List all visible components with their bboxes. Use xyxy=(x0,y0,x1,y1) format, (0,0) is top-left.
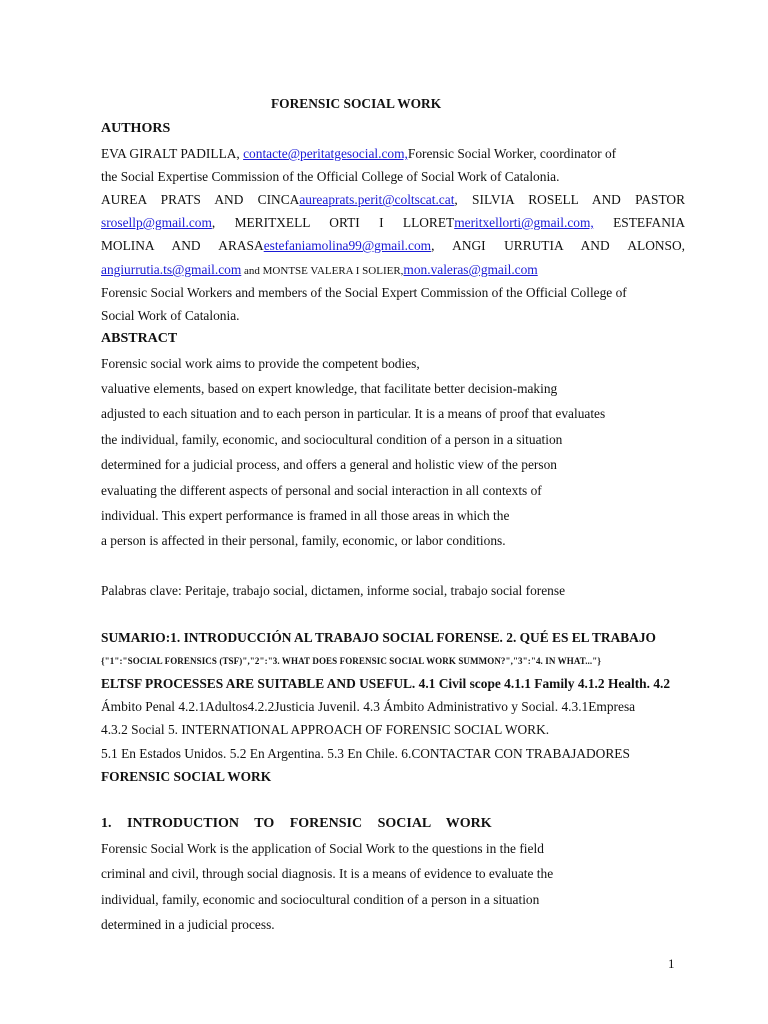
author-line-4 xyxy=(101,214,685,232)
section-body-line: individual, family, economic and sociocultural condition of a person in a situation xyxy=(101,892,540,907)
author-line-2: the Social Expertise Commission of the Official College of Social Work of Catalonia. xyxy=(101,169,560,184)
document-title: FORENSIC SOCIAL WORK xyxy=(271,96,442,111)
keywords: Palabras clave: Peritaje, trabajo social, dictamen, informe social, trabajo social forense xyxy=(101,583,566,598)
summary-line: 4.3.2 Social 5. INTERNATIONAL APPROACH OF FORENSIC SOCIAL WORK. xyxy=(101,722,550,737)
summary-line: FORENSIC SOCIAL WORK xyxy=(101,769,272,784)
author-name: AUREA PRATS AND CINCA xyxy=(101,192,300,207)
section-heading: 1. INTRODUCTION TO FORENSIC SOCIAL WORK xyxy=(101,816,492,831)
abstract-line: individual. This expert performance is framed in all those areas in which the xyxy=(101,508,510,523)
summary-line: SUMARIO:1. INTRODUCCIÓN AL TRABAJO SOCIAL FORENSE. 2. QUÉ ES EL TRABAJO xyxy=(101,630,656,645)
abstract-heading: ABSTRACT xyxy=(101,331,178,346)
page-number: 1 xyxy=(668,956,675,971)
author-email-link[interactable]: srosellp@gmail.com xyxy=(101,215,212,230)
section-body-line: Forensic Social Work is the application of Social Work to the questions in the field xyxy=(101,841,544,856)
abstract-line: evaluating the different aspects of personal and social interaction in all contexts of xyxy=(101,483,542,498)
affiliation-line: Forensic Social Workers and members of the Social Expert Commission of the Official College of xyxy=(101,285,627,300)
author-email-link[interactable]: angiurrutia.ts@gmail.com xyxy=(101,262,242,277)
author-line-6 xyxy=(101,261,685,280)
abstract-line: a person is affected in their personal, family, economic, or labor conditions. xyxy=(101,533,506,548)
author-name: EVA GIRALT PADILLA, xyxy=(101,146,244,161)
abstract-line: Forensic social work aims to provide the competent bodies, xyxy=(101,356,420,371)
author-name: , ANGI URRUTIA AND ALONSO, xyxy=(431,238,685,253)
summary-line: Ámbito Penal 4.2.1Adultos4.2.2Justicia Juvenil. 4.3 Ámbito Administrativo y Social. 4.3.1Empresa xyxy=(101,699,636,714)
author-email-link[interactable]: aureaprats.perit@coltscat.cat xyxy=(299,192,455,207)
author-name: , SILVIA ROSELL AND PASTOR xyxy=(454,192,685,207)
authors-heading: AUTHORS xyxy=(101,121,171,136)
abstract-line: adjusted to each situation and to each person in particular. It is a means of proof that evaluates xyxy=(101,406,606,421)
author-email-link[interactable]: mon.valeras@gmail.com xyxy=(403,262,538,277)
abstract-line: the individual, family, economic, and sociocultural condition of a person in a situation xyxy=(101,432,563,447)
author-name: ESTEFANIA xyxy=(593,215,685,230)
section-body-line: determined in a judicial process. xyxy=(101,917,275,932)
author-line-3 xyxy=(101,191,685,209)
author-line-1 xyxy=(101,145,685,163)
section-body-line: criminal and civil, through social diagnosis. It is a means of evidence to evaluate the xyxy=(101,866,554,881)
author-line-5 xyxy=(101,237,685,255)
author-email-link[interactable]: estefaniamolina99@gmail.com xyxy=(263,238,432,253)
author-name: MOLINA AND ARASA xyxy=(101,238,264,253)
author-name: , MERITXELL ORTI I LLORET xyxy=(211,215,455,230)
summary-line: 5.1 En Estados Unidos. 5.2 En Argentina. 5.3 En Chile. 6.CONTACTAR CON TRABAJADORES xyxy=(101,746,630,761)
abstract-line: valuative elements, based on expert knowledge, that facilitate better decision-making xyxy=(101,381,558,396)
author-role: Forensic Social Worker, coordinator of xyxy=(407,146,617,161)
author-name: and MONTSE VALERA I SOLIER, xyxy=(241,265,404,277)
author-email-link[interactable]: contacte@peritatgesocial.com, xyxy=(243,146,408,161)
abstract-line: determined for a judicial process, and offers a general and holistic view of the person xyxy=(101,457,557,472)
author-email-link[interactable]: meritxellorti@gmail.com, xyxy=(454,215,594,230)
affiliation-line: Social Work of Catalonia. xyxy=(101,308,240,323)
summary-line: {"1":"SOCIAL FORENSICS (TSF)","2":"3. WHAT DOES FORENSIC SOCIAL WORK SUMMON?","3":"4. IN WHAT..."} xyxy=(101,656,601,666)
summary-line: ELTSF PROCESSES ARE SUITABLE AND USEFUL. 4.1 Civil scope 4.1.1 Family 4.1.2 Health. 4.2 xyxy=(101,676,671,691)
